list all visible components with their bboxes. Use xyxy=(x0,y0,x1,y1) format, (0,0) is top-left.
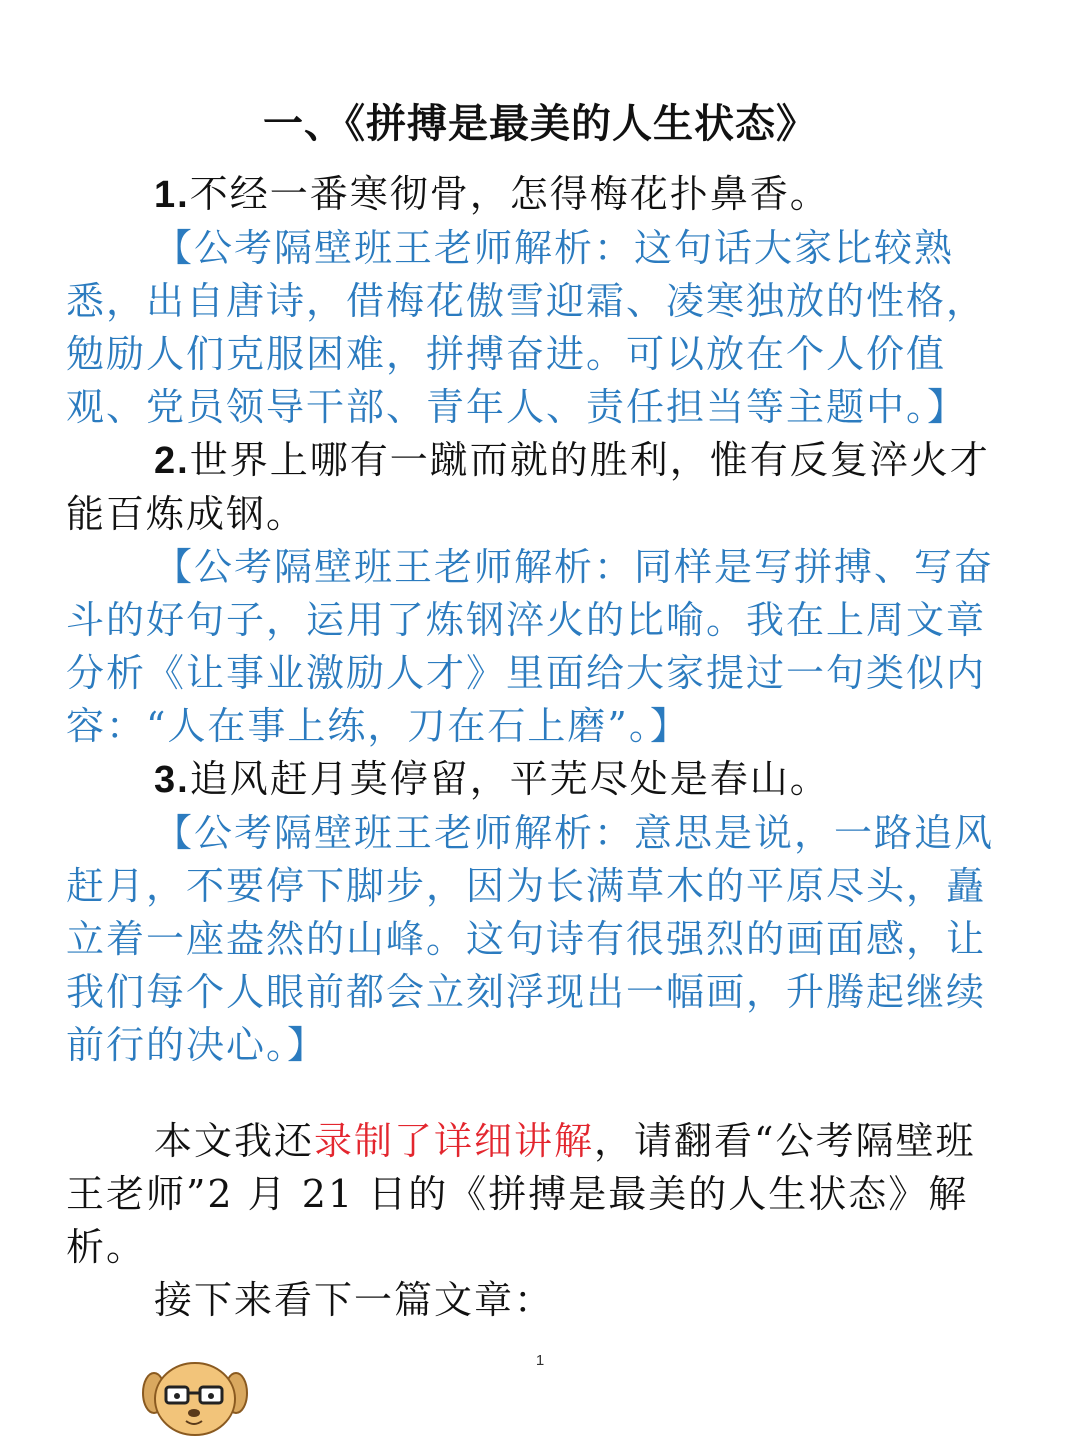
quote-number-3: 3. xyxy=(154,759,190,801)
analysis-3: 【公考隔壁班王老师解析：意思是说，一路追风赶月，不要停下脚步，因为长满草木的平原尽头，矗立着一座盎然的山峰。这句诗有很强烈的画面感，让我们每个人眼前都会立刻浮现出一幅画，升腾起继续前行的决心。】 xyxy=(66,811,995,1067)
quote-text-2: 世界上哪有一蹴而就的胜利，惟有反复淬火才能百炼成钢。 xyxy=(66,438,990,536)
closing-after: ，请翻看“公考隔壁班王老师”2 月 21 日的《拼搏是最美的人生状态》解析。 xyxy=(66,1119,976,1269)
quote-text-1: 不经一番寒彻骨，怎得梅花扑鼻香。 xyxy=(189,172,830,216)
closing-before: 本文我还 xyxy=(154,1119,315,1163)
page-number: 1 xyxy=(535,1352,545,1369)
document-page xyxy=(66,92,1014,1327)
closing-paragraph xyxy=(66,1115,1014,1274)
paragraph-gap xyxy=(66,1072,1014,1115)
quote-text-3: 追风赶月莫停留，平芜尽处是春山。 xyxy=(189,757,830,801)
quote-2 xyxy=(66,434,1014,541)
article-title: 一、《拼搏是最美的人生状态》 xyxy=(263,101,817,147)
quote-1 xyxy=(66,168,1014,222)
closing-highlight: 录制了详细讲解 xyxy=(314,1119,595,1163)
quote-3 xyxy=(66,753,1014,807)
dog-with-glasses-icon xyxy=(140,1355,250,1439)
quote-number-1: 1. xyxy=(154,174,190,216)
next-article-line: 接下来看下一篇文章： xyxy=(154,1278,555,1322)
quote-number-2: 2. xyxy=(154,440,190,482)
analysis-2: 【公考隔壁班王老师解析：同样是写拼搏、写奋斗的好句子，运用了炼钢淬火的比喻。我在上周文章分析《让事业激励人才》里面给大家提过一句类似内容：“人在事上练，刀在石上磨”。】 xyxy=(66,545,995,748)
analysis-1: 【公考隔壁班王老师解析：这句话大家比较熟悉，出自唐诗，借梅花傲雪迎霜、凌寒独放的性格，勉励人们克服困难，拼搏奋进。可以放在个人价值观、党员领导干部、青年人、责任担当等主题中。】 xyxy=(66,226,987,429)
